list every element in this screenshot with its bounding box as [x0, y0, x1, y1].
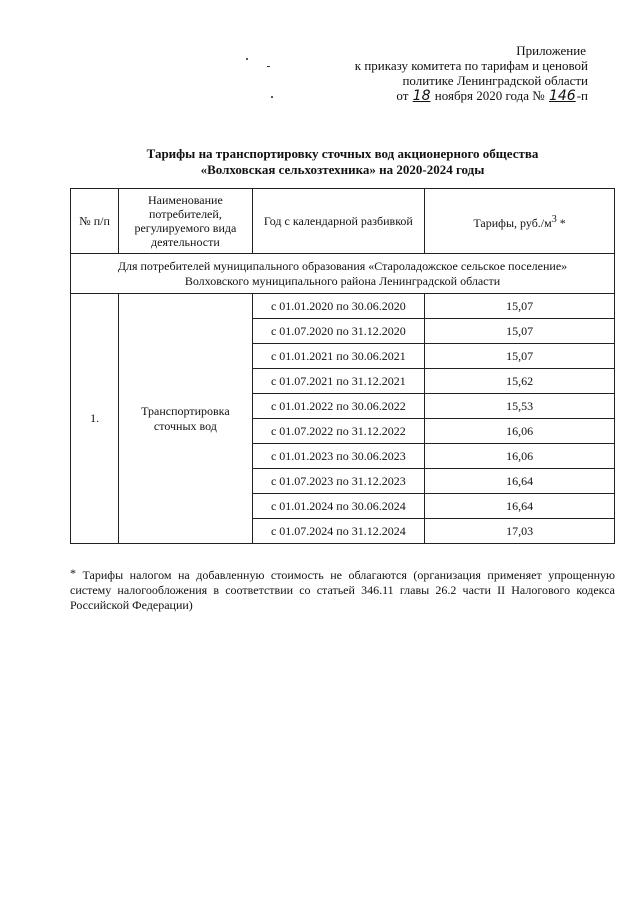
document-title — [70, 146, 615, 178]
group-label — [71, 254, 615, 294]
document-title-line-2: «Волховская сельхозтехника» на 2020-2024 годы — [200, 162, 485, 177]
group-row — [71, 254, 615, 294]
header-name: Наименование потребителей, регулируемого вида деятельности — [119, 189, 252, 254]
scan-speck — [271, 96, 273, 98]
appendix-line-2: политике Ленинградской области — [402, 73, 588, 88]
header-rate-label: Тарифы, руб./м — [473, 215, 552, 230]
rate-cell: 15,07 — [425, 344, 615, 369]
order-number-suffix: -п — [576, 88, 588, 103]
order-day-handwritten: 18 — [412, 88, 431, 104]
footnote-text: Тарифы налогом на добавленную стоимость не облагаются (организация применяет упрощенную систему налогообложения в соответствии со статьей 346.11 главы 26.2 части II Налогового кодекса Российской Федерации) — [70, 568, 615, 612]
rate-cell: 15,62 — [425, 369, 615, 394]
footnote-star: * — [70, 566, 76, 580]
table-row — [71, 294, 615, 319]
period-cell: с 01.07.2020 по 31.12.2020 — [252, 319, 425, 344]
group-label-line-2: Волховского муниципального района Ленинградской области — [184, 273, 501, 288]
appendix-title: Приложение — [516, 43, 586, 58]
rate-cell: 16,06 — [425, 444, 615, 469]
period-cell: с 01.01.2020 по 30.06.2020 — [252, 294, 425, 319]
header-period: Год с календарной разбивкой — [252, 189, 425, 254]
rate-cell: 16,64 — [425, 494, 615, 519]
row-number-cell: 1. — [71, 294, 119, 544]
period-cell: с 01.07.2023 по 31.12.2023 — [252, 469, 425, 494]
rate-cell: 15,53 — [425, 394, 615, 419]
period-cell: с 01.01.2022 по 30.06.2022 — [252, 394, 425, 419]
order-date-middle: ноября 2020 года № — [434, 88, 545, 103]
rate-cell: 15,07 — [425, 294, 615, 319]
order-date-prefix: от — [396, 88, 409, 103]
order-number-handwritten: 146 — [548, 88, 576, 104]
table-header-row — [71, 189, 615, 254]
period-cell: с 01.07.2024 по 31.12.2024 — [252, 519, 425, 544]
period-cell: с 01.07.2021 по 31.12.2021 — [252, 369, 425, 394]
appendix-header — [355, 43, 588, 104]
header-num: № п/п — [71, 189, 119, 254]
group-label-line-1: Для потребителей муниципального образования «Староладожское сельское поселение» — [117, 258, 568, 273]
period-cell: с 01.01.2023 по 30.06.2023 — [252, 444, 425, 469]
scan-speck — [246, 58, 248, 60]
period-cell: с 01.07.2022 по 31.12.2022 — [252, 419, 425, 444]
scan-speck — [267, 66, 270, 67]
tariff-table — [70, 188, 615, 544]
appendix-line-1: к приказу комитета по тарифам и ценовой — [354, 58, 588, 73]
rate-cell: 16,06 — [425, 419, 615, 444]
rate-cell: 17,03 — [425, 519, 615, 544]
header-rate — [425, 189, 615, 254]
footnote — [70, 566, 615, 613]
period-cell: с 01.01.2024 по 30.06.2024 — [252, 494, 425, 519]
rate-cell: 16,64 — [425, 469, 615, 494]
header-rate-sup: 3 — [551, 213, 557, 225]
appendix-line-3 — [355, 88, 588, 104]
header-rate-star: * — [556, 215, 566, 230]
rate-cell: 15,07 — [425, 319, 615, 344]
period-cell: с 01.01.2021 по 30.06.2021 — [252, 344, 425, 369]
service-name-cell: Транспортировка сточных вод — [119, 294, 252, 544]
document-title-line-1: Тарифы на транспортировку сточных вод акционерного общества — [146, 146, 539, 161]
